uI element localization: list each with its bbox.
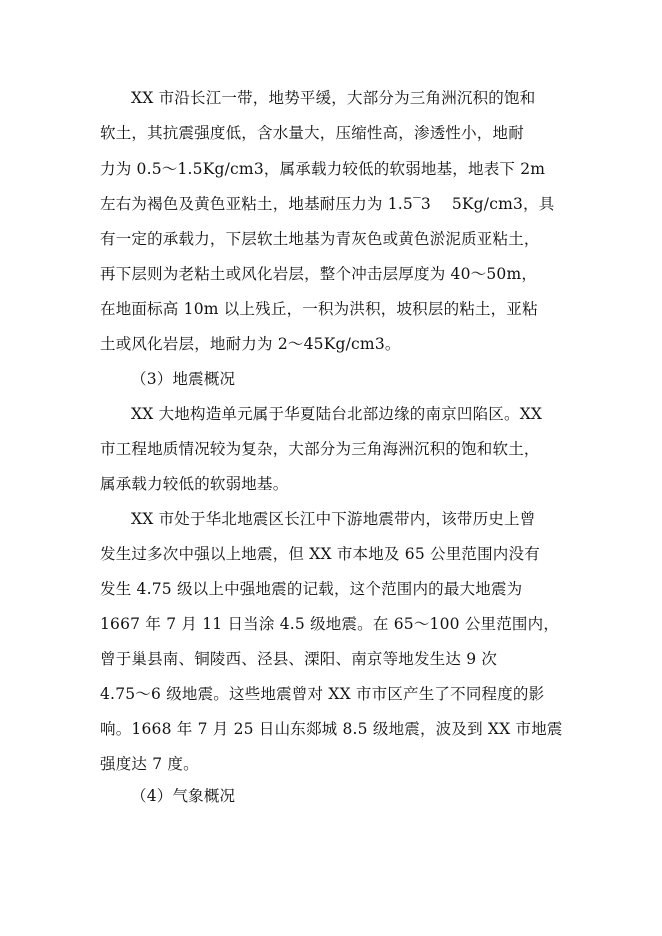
paragraph-3-line-3: 发生 4.75 级以上中强地震的记载，这个范围内的最大地震为 [100,580,523,598]
paragraph-3-line-4: 1667 年 7 月 11 日当涂 4.5 级地震。在 65～100 公里范围内， [100,615,560,633]
paragraph-1-line-7: 在地面标高 10m 以上残丘，一积为洪积，坡积层的粘土，亚粘 [100,300,538,318]
paragraph-2-line-1: XX 大地构造单元属于华夏陆台北部边缘的南京凹陷区。XX [131,405,543,423]
paragraph-1-line-3: 力为 0.5～1.5Kg/cm3，属承载力较低的软弱地基，地表下 2m [100,160,546,178]
paragraph-3-line-5: 曾于巢县南、铜陵西、泾县、溧阳、南京等地发生达 9 次 [100,650,498,668]
section-heading-3: （3）地震概况 [131,370,236,388]
paragraph-1-line-8: 土或风化岩层，地耐力为 2～45Kg/cm3。 [100,335,401,353]
section-heading-4: （4）气象概况 [131,787,236,805]
paragraph-1-line-6: 再下层则为老粘土或风化岩层，整个冲击层厚度为 40～50m， [100,265,538,283]
paragraph-1-line-4: 左右为褐色及黄色亚粘土，地基耐压力为 1.5‾3 5Kg/cm3，具 [100,195,555,213]
paragraph-3-line-1: XX 市处于华北地震区长江中下游地震带内，该带历史上曾 [131,510,536,528]
paragraph-3-line-8: 强度达 7 度。 [100,755,199,773]
paragraph-1-line-1: XX 市沿长江一带，地势平缓，大部分为三角洲沉积的饱和 [131,89,536,107]
paragraph-1-line-2: 软土，其抗震强度低，含水量大，压缩性高，渗透性小，地耐 [100,124,524,142]
paragraph-3-line-6: 4.75～6 级地震。这些地震曾对 XX 市市区产生了不同程度的影 [100,685,545,703]
paragraph-2-line-3: 属承载力较低的软弱地基。 [100,475,289,493]
paragraph-3-line-7: 响。1668 年 7 月 25 日山东郯城 8.5 级地震，波及到 XX 市地震 [100,720,563,738]
paragraph-1-line-5: 有一定的承载力，下层软土地基为青灰色或黄色淤泥质亚粘土， [100,230,540,248]
paragraph-2-line-2: 市工程地质情况较为复杂，大部分为三角海洲沉积的饱和软土， [100,440,540,458]
paragraph-3-line-2: 发生过多次中强以上地震，但 XX 市本地及 65 公里范围内没有 [100,545,540,563]
